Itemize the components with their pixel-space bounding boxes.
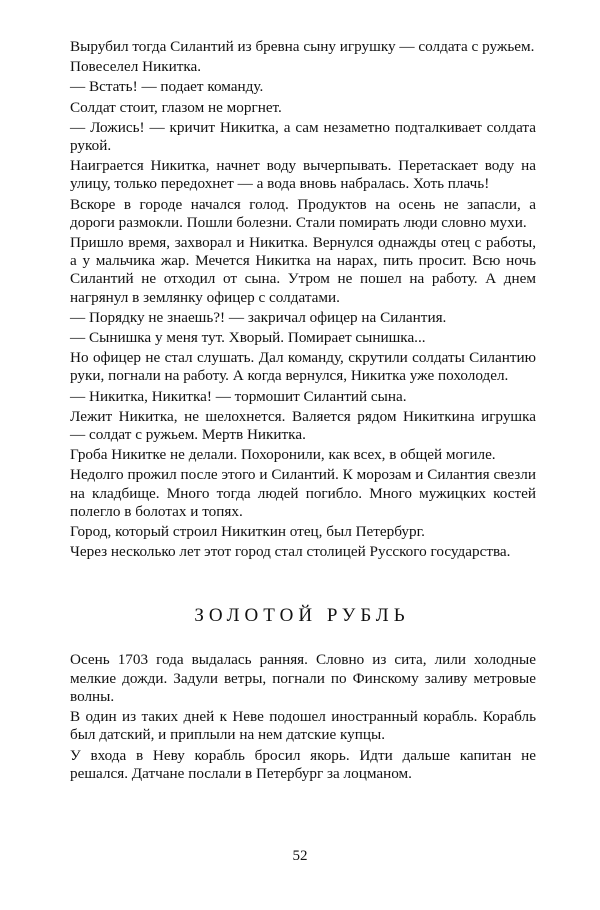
paragraph: Пришло время, захворал и Никитка. Вернулся однажды отец с работы, а у мальчика жар. Мечется Никитка на нарах, пить просит. Всю ночь Силантий не отходил от сына. Утром не пошел на работу. А днем нагрянул в землянку офицер с солдатами. bbox=[70, 234, 536, 306]
story-golden-ruble bbox=[68, 651, 536, 782]
paragraph: — Встать! — подает команду. bbox=[70, 78, 264, 96]
paragraph: Осень 1703 года выдалась ранняя. Словно из сита, лили холодные мелкие дожди. Задули ветры, погнали по Финскому заливу метровые волны. bbox=[70, 651, 536, 705]
paragraph: Лежит Никитка, не шелохнется. Валяется рядом Никиткина игрушка — солдат с ружьем. Мертв Никитка. bbox=[70, 407, 536, 444]
paragraph: — Ложись! — кричит Никитка, а сам незаметно подталкивает солдата рукой. bbox=[70, 118, 536, 155]
paragraph: У входа в Неву корабль бросил якорь. Идти дальше капитан не решался. Датчане послали в Петербург за лоцманом. bbox=[70, 746, 536, 782]
paragraph: Но офицер не стал слушать. Дал команду, скрутили солдаты Силантию руки, погнали на работу. А когда вернулся, Никитка уже похолодел. bbox=[70, 349, 536, 385]
paragraph: Город, который строил Никиткин отец, был Петербург. bbox=[70, 523, 425, 541]
paragraph: Наиграется Никитка, начнет воду вычерпывать. Перетаскает воду на улицу, только передохнет — а вода вновь набралась. Хоть плачь! bbox=[70, 157, 536, 193]
paragraph: — Никитка, Никитка! — тормошит Силантий сына. bbox=[70, 387, 407, 405]
page-number: 52 bbox=[292, 848, 308, 864]
paragraph: — Сынишка у меня тут. Хворый. Помирает сынишка... bbox=[70, 329, 426, 347]
paragraph: Через несколько лет этот город стал столицей Русского государства. bbox=[70, 543, 511, 561]
paragraph: В один из таких дней к Неве подошел иностранный корабль. Корабль был датский, и приплыли на нем датские купцы. bbox=[70, 708, 536, 744]
story-continuation bbox=[68, 38, 536, 561]
paragraph: Повеселел Никитка. bbox=[70, 58, 202, 76]
section-title: ЗОЛОТОЙ РУБЛЬ bbox=[194, 605, 410, 627]
paragraph: — Порядку не знаешь?! — закричал офицер на Силантия. bbox=[70, 308, 447, 326]
paragraph: Вскоре в городе начался голод. Продуктов на осень не запасли, а дороги размокли. Пошли болезни. Стали помирать люди словно мухи. bbox=[70, 195, 536, 231]
paragraph: Гроба Никитке не делали. Похоронили, как всех, в общей могиле. bbox=[70, 446, 496, 464]
paragraph: Недолго прожил после этого и Силантий. К морозам и Силантия свезли на кладбище. Много тогда людей погибло. Много мужицких костей полегло в болотах и топях. bbox=[70, 466, 536, 520]
paragraph: Солдат стоит, глазом не моргнет. bbox=[70, 98, 282, 116]
paragraph: Вырубил тогда Силантий из бревна сыну игрушку — солдата с ружьем. bbox=[70, 38, 535, 55]
